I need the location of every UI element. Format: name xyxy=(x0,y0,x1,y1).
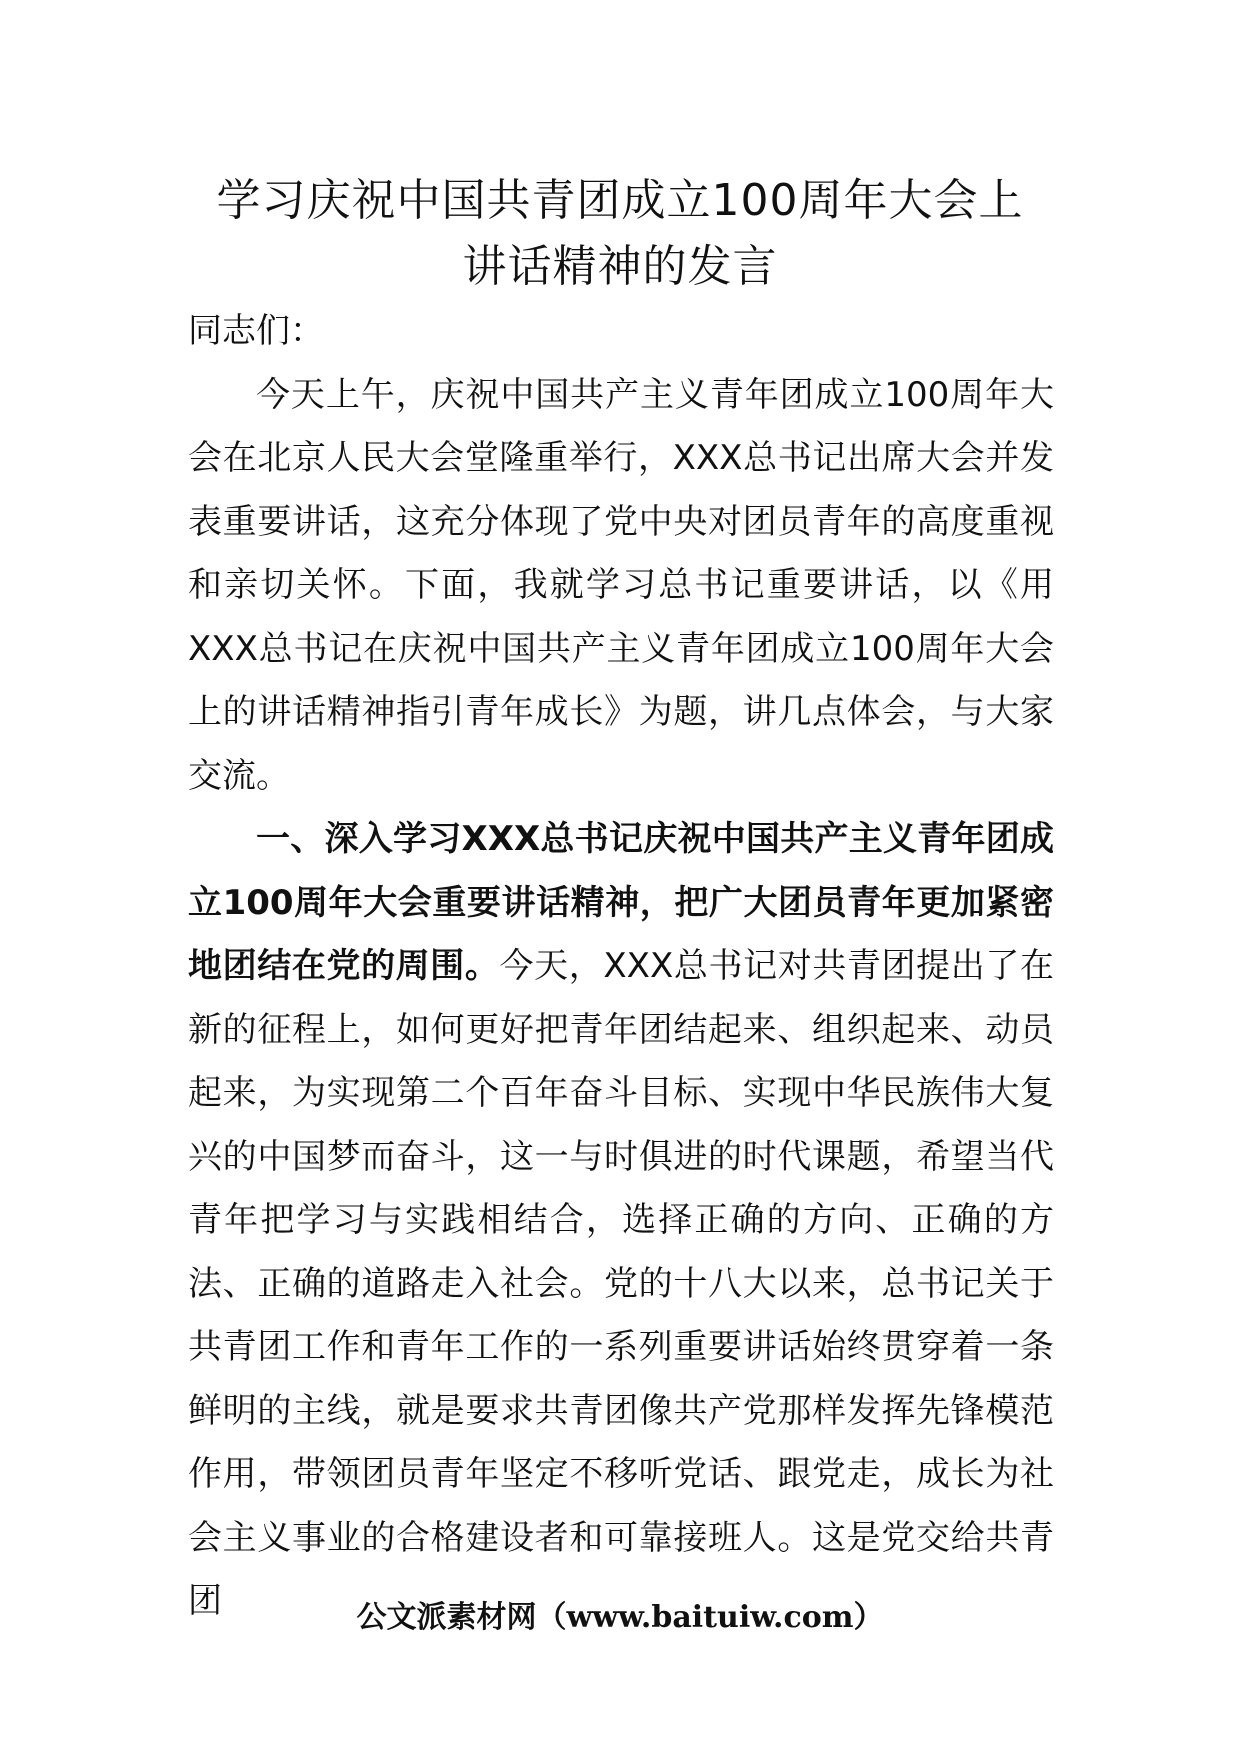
document-title-line-2: 讲话精神的发言 xyxy=(462,241,778,292)
paragraph-intro: 今天上午，庆祝中国共产主义青年团成立100周年大会在北京人民大会堂隆重举行，XXX总书记出席大会并发表重要讲话，这充分体现了党中央对团员青年的高度重视和亲切关怀。下面，我就学习总书记重要讲话，以《用XXX总书记在庆祝中国共产主义青年团成立100周年大会上的讲话精神指引青年成长》为题，讲几点体会，与大家交流。 xyxy=(188,374,1054,796)
paragraph-section-1 xyxy=(188,808,1054,1634)
section-1-heading: 一、深入学习XXX总书记庆祝中国共产主义青年团成立100周年大会重要讲话精神，把广大团员青年更加紧密地团结在党的周围。 xyxy=(188,819,1054,986)
document-body xyxy=(188,300,1054,1634)
footer-watermark: 公文派素材网（www.baituiw.com） xyxy=(356,1600,884,1635)
salutation: 同志们： xyxy=(188,311,324,351)
document-title-line-1: 学习庆祝中国共青团成立100周年大会上 xyxy=(216,175,1024,226)
section-1-body: 今天，XXX总书记对共青团提出了在新的征程上，如何更好把青年团结起来、组织起来、动员起来，为实现第二个百年奋斗目标、实现中华民族伟大复兴的中国梦而奋斗，这一与时俱进的时代课题，希望当代青年把学习与实践相结合，选择正确的方向、正确的方法、正确的道路走入社会。党的十八大以来，总书记关于共青团工作和青年工作的一系列重要讲话始终贯穿着一条鲜明的主线，就是要求共青团像共产党那样发挥先锋模范作用，带领团员青年坚定不移听党话、跟党走，成长为社会主义事业的合格建设者和可靠接班人。这是党交给共青团 xyxy=(188,946,1055,1621)
